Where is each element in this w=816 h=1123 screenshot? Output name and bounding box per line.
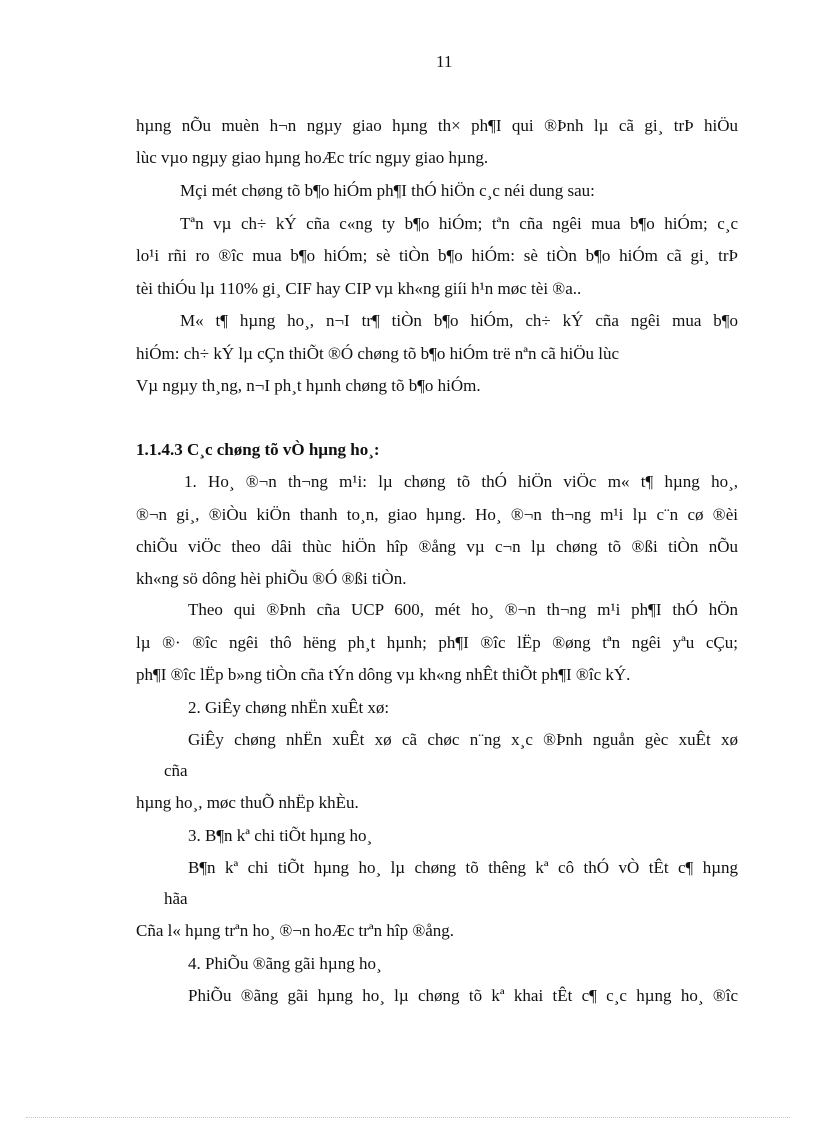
list-item-heading: 4. PhiÕu ®ãng gãi hµng ho¸ [188,954,382,973]
text-line: Vµ ngµy th¸ng, n¬I ph¸t hµnh chøng tõ b¶o hiÓm. [136,376,481,395]
list-item-heading: 3. B¶n kª chi tiÕt hµng ho¸ [188,826,373,845]
text-line: 1. Ho¸ ®¬n th¬ng m¹i: lµ chøng tõ thÓ hiÖn viÖc m« t¶ hµng ho¸, [184,472,738,491]
text-line: Theo qui ®Þnh cña UCP 600, mét ho¸ ®¬n th¬ng m¹i ph¶I thÓ hÖn [188,600,738,619]
text-line: GiÊy chøng nhËn xuÊt xø cã chøc n¨ng x¸c ®Þnh nguån gèc xuÊt xø [188,730,738,749]
list-item-heading: 2. GiÊy chøng nhËn xuÊt xø: [188,698,390,717]
text-line: ®¬n gi¸, ®iÒu kiÖn thanh to¸n, giao hµng. Ho¸ ®¬n th¬ng m¹i lµ c¨n cø ®èi [136,505,738,524]
text-line: ph¶I ®îc lËp b»ng tiÒn cña tÝn dông vµ kh«ng nhÊt thiÕt ph¶I ®îc kÝ. [136,665,631,684]
text-line: Cña l« hµng trªn ho¸ ®¬n hoÆc trªn hîp ®ång. [136,921,455,940]
text-line: B¶n kª chi tiÕt hµng ho¸ lµ chøng tõ thêng kª cô thÓ vÒ tÊt c¶ hµng [188,858,738,877]
text-line: tèi thiÓu lµ 110% gi¸ CIF hay CIP vµ kh«ng giíi h¹n møc tèi ®a.. [136,279,582,298]
text-line: PhiÕu ®ãng gãi hµng ho¸ lµ chøng tõ kª khai tÊt c¶ c¸c hµng ho¸ ®îc [188,986,738,1005]
text-line: Mçi mét chøng tõ b¶o hiÓm ph¶I thÓ hiÖn c¸c néi dung sau: [180,181,595,200]
text-line: lo¹i rñi ro ®îc mua b¶o hiÓm; sè tiÒn b¶o hiÓm: sè tiÒn b¶o hiÓm cã gi¸ trÞ [136,246,738,265]
text-line: cña [164,761,188,780]
text-line: lµ ®· ®îc ngêi thô hëng ph¸t hµnh; ph¶I ®îc lËp ®øng tªn ngêi yªu cÇu; [136,633,738,652]
text-line: hiÓm: ch÷ kÝ lµ cÇn thiÕt ®Ó chøng tõ b¶o hiÓm trë nªn cã hiÖu lùc [136,344,620,363]
text-line: hµng nÕu muèn h¬n ngµy giao hµng th× ph¶I qui ®Þnh lµ cã gi¸ trÞ hiÖu [136,116,738,135]
text-line: chiÕu viÖc theo dâi thùc hiÖn hîp ®ång vµ c¬n lµ chøng tõ ®ßi tiÒn nÕu [136,537,738,556]
text-line: M« t¶ hµng ho¸, n¬I tr¶ tiÒn b¶o hiÓm, ch÷ kÝ cña ngêi mua b¶o [180,311,738,330]
page-number: 11 [436,52,453,71]
text-line: lùc vµo ngµy giao hµng hoÆc tríc ngµy giao hµng. [136,148,489,167]
text-line: hãa [164,889,188,908]
footer-divider [26,1117,790,1118]
text-line: kh«ng sö dông hèi phiÕu ®Ó ®ßi tiÒn. [136,569,407,588]
text-line: hµng ho¸, møc thuÕ nhËp khÈu. [136,793,359,812]
text-line: Tªn vµ ch÷ kÝ cña c«ng ty b¶o hiÓm; tªn cña ngêi mua b¶o hiÓm; c¸c [180,214,738,233]
section-heading: 1.1.4.3 C¸c chøng tõ vÒ hµng ho¸: [136,440,380,459]
